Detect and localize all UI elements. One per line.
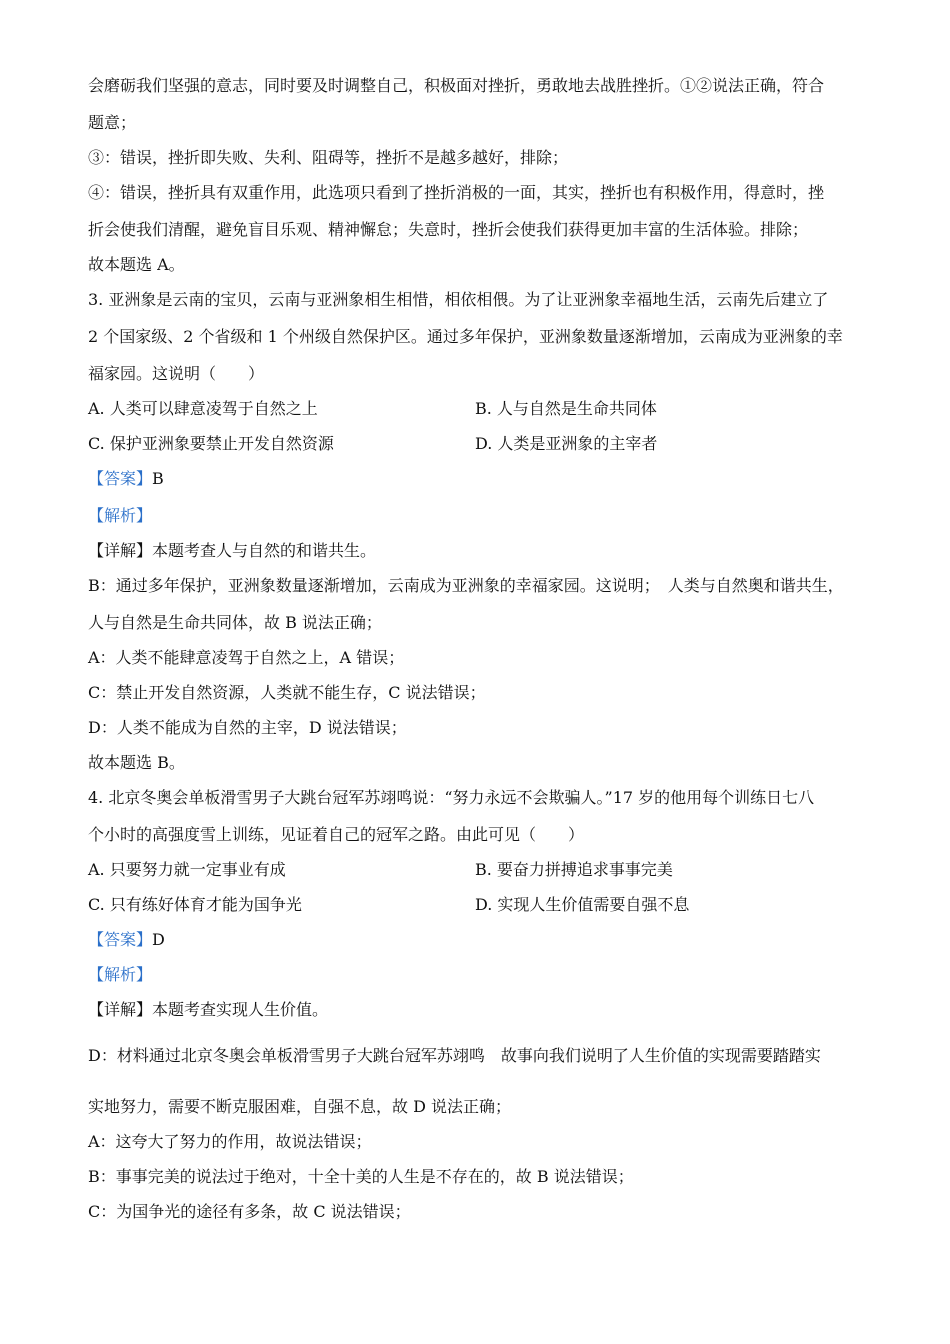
answer-tag: 【答案】	[88, 930, 153, 949]
q2-conclusion: 故本题选 A。	[88, 255, 185, 274]
q3-detail-line: 【详解】本题考查人与自然的和谐共生。	[88, 541, 377, 560]
q2-text-line: 题意；	[88, 113, 137, 132]
q4-detail-line: B：事事完美的说法过于绝对，十全十美的人生是不存在的，故 B 说法错误；	[88, 1167, 634, 1186]
q4-option-b: B. 要奋力拼搏追求事事完美	[475, 860, 673, 879]
q3-option-b: B. 人与自然是生命共同体	[475, 399, 657, 418]
q4-analysis-tag: 【解析】	[88, 965, 153, 984]
q3-detail-line: B：通过多年保护，亚洲象数量逐渐增加，云南成为亚洲象的幸福家园。这说明； 人类与自然奥和谐共生，	[88, 576, 844, 595]
q4-detail-line: C：为国争光的途径有多条，故 C 说法错误；	[88, 1202, 411, 1221]
q4-detail-line: 【详解】本题考查实现人生价值。	[88, 1000, 329, 1019]
q2-text-line: 会磨砺我们坚强的意志，同时要及时调整自己，积极面对挫折，勇敢地去战胜挫折。①②说法正确，符合	[88, 76, 825, 95]
q3-analysis-tag: 【解析】	[88, 506, 153, 525]
q3-detail-line: C：禁止开发自然资源，人类就不能生存，C 说法错误；	[88, 683, 486, 702]
q3-detail-line: D：人类不能成为自然的主宰，D 说法错误；	[88, 718, 407, 737]
q4-option-c: C. 只有练好体育才能为国争光	[88, 895, 302, 914]
q3-option-a: A. 人类可以肆意凌驾于自然之上	[88, 399, 318, 418]
q3-option-c: C. 保护亚洲象要禁止开发自然资源	[88, 434, 334, 453]
q4-stem-line: 4. 北京冬奥会单板滑雪男子大跳台冠军苏翊鸣说：“努力永远不会欺骗人。”17 岁的他用每个训练日七八	[88, 788, 815, 807]
q3-stem-line: 福家园。这说明（ ）	[88, 364, 265, 383]
q4-detail-line: A：这夸大了努力的作用，故说法错误；	[88, 1132, 372, 1151]
q3-stem-line: 2 个国家级、2 个省级和 1 个州级自然保护区。通过多年保护，亚洲象数量逐渐增加，云南成为亚洲象的幸	[88, 327, 843, 346]
q3-answer	[88, 468, 164, 490]
q3-detail-line: A：人类不能肆意凌驾于自然之上，A 错误；	[88, 648, 405, 667]
q4-stem-line: 个小时的高强度雪上训练，见证着自己的冠军之路。由此可见（ ）	[88, 825, 585, 844]
answer-value: B	[152, 469, 164, 488]
q4-detail-line: 实地努力，需要不断克服困难，自强不息，故 D 说法正确；	[88, 1097, 512, 1116]
q3-stem-line: 3. 亚洲象是云南的宝贝，云南与亚洲象相生相惜，相依相偎。为了让亚洲象幸福地生活，云南先后建立了	[88, 290, 829, 309]
q4-option-a: A. 只要努力就一定事业有成	[88, 860, 286, 879]
q3-detail-line: 人与自然是生命共同体，故 B 说法正确；	[88, 613, 382, 632]
q4-option-d: D. 实现人生价值需要自强不息	[475, 895, 690, 914]
q3-conclusion: 故本题选 B。	[88, 753, 185, 772]
q4-answer	[88, 929, 165, 951]
q3-option-d: D. 人类是亚洲象的主宰者	[475, 434, 658, 453]
q2-text-line: ③：错误，挫折即失败、失利、阻碍等，挫折不是越多越好，排除；	[88, 148, 569, 167]
answer-value: D	[152, 930, 165, 949]
q2-text-line: 折会使我们清醒，避免盲目乐观、精神懈怠；失意时，挫折会使我们获得更加丰富的生活体验。排除；	[88, 220, 809, 239]
answer-tag: 【答案】	[88, 469, 153, 488]
q2-text-line: ④：错误，挫折具有双重作用，此选项只看到了挫折消极的一面，其实，挫折也有积极作用，得意时，挫	[88, 183, 825, 202]
q4-detail-line: D：材料通过北京冬奥会单板滑雪男子大跳台冠军苏翊鸣 故事向我们说明了人生价值的实现需要踏踏实	[88, 1046, 821, 1065]
